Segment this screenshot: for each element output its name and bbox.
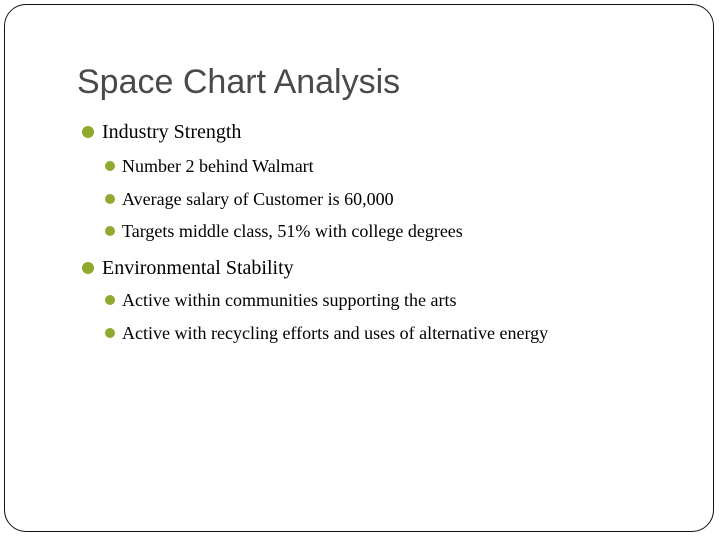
bullet-icon (105, 194, 115, 204)
section-heading-industry-strength (82, 118, 241, 146)
bullet-icon (82, 126, 94, 138)
bullet-item-label: Targets middle class, 51% with college degrees (122, 220, 463, 241)
bullet-item (105, 287, 456, 313)
section-heading-label: Industry Strength (102, 120, 242, 143)
bullet-item-label: Number 2 behind Walmart (122, 155, 314, 176)
bullet-item-label: Active within communities supporting the arts (122, 289, 457, 310)
bullet-item (105, 186, 394, 212)
bullet-item-label: Average salary of Customer is 60,000 (122, 188, 394, 209)
bullet-item (105, 320, 548, 346)
bullet-item (105, 218, 463, 244)
section-heading-environmental-stability (82, 254, 294, 282)
bullet-icon (105, 226, 115, 236)
bullet-item (105, 153, 314, 179)
bullet-icon (82, 262, 94, 274)
bullet-icon (105, 295, 115, 305)
bullet-icon (105, 161, 115, 171)
bullet-icon (105, 328, 115, 338)
bullet-item-label: Active with recycling efforts and uses of alternative energy (122, 322, 549, 343)
slide-title: Space Chart Analysis (77, 63, 401, 101)
section-heading-label: Environmental Stability (102, 256, 294, 279)
